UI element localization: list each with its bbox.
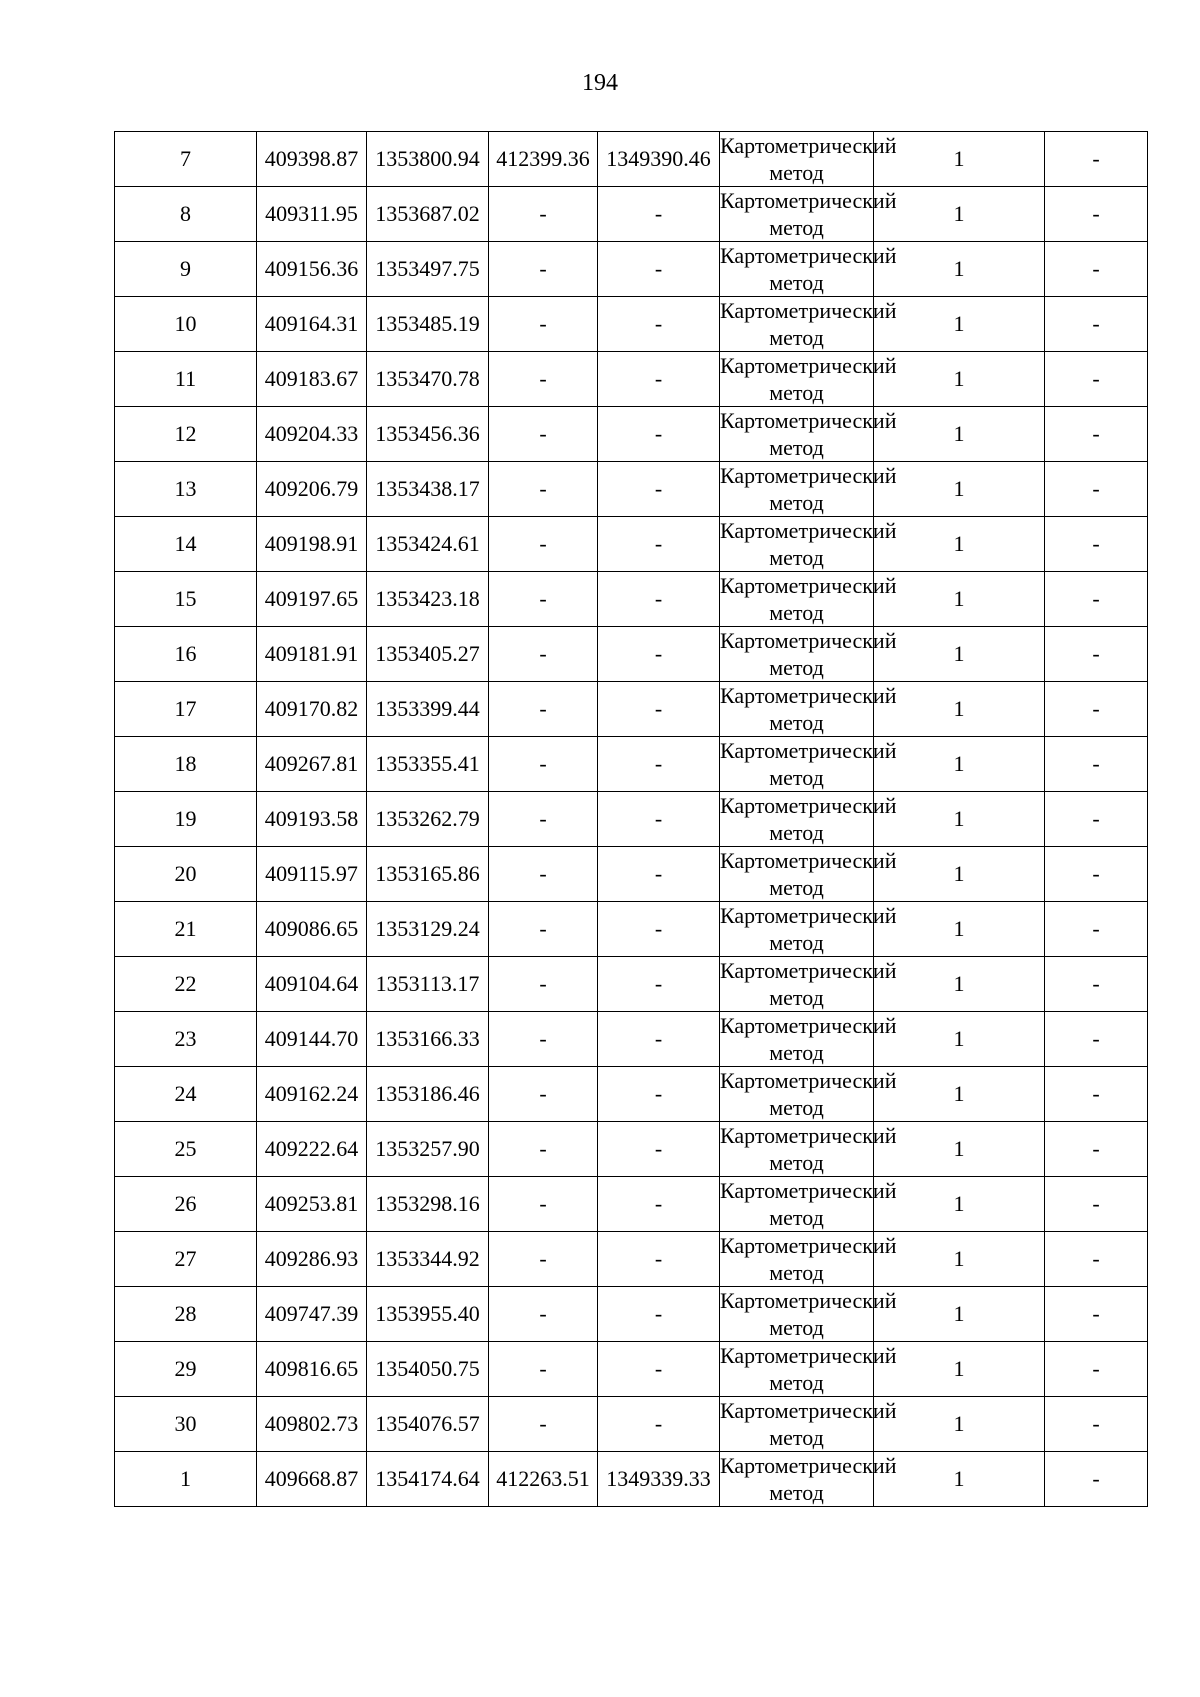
- accuracy-cell: 1: [874, 1232, 1045, 1287]
- table-row: [115, 187, 1148, 242]
- x-coordinate-cell: 409747.39: [257, 1287, 367, 1342]
- y-coordinate-cell: 1353423.18: [367, 572, 489, 627]
- accuracy-cell: 1: [874, 187, 1045, 242]
- method-cell: Картометрический метод: [720, 573, 897, 625]
- y-coordinate-cell: 1353166.33: [367, 1012, 489, 1067]
- x-coordinate-cell: 409311.95: [257, 187, 367, 242]
- y-coordinate-cell: 1353186.46: [367, 1067, 489, 1122]
- x-coordinate-alt-cell: -: [489, 902, 598, 957]
- method-cell: Картометрический метод: [720, 243, 897, 295]
- x-coordinate-alt-cell: -: [489, 407, 598, 462]
- method-cell: Картометрический метод: [720, 463, 897, 515]
- note-cell: -: [1045, 297, 1148, 352]
- y-coordinate-alt-cell: -: [598, 1177, 720, 1232]
- page-number: 194: [582, 70, 618, 96]
- y-coordinate-cell: 1353113.17: [367, 957, 489, 1012]
- point-number-cell: 7: [115, 132, 257, 187]
- point-number-cell: 30: [115, 1397, 257, 1452]
- y-coordinate-cell: 1353257.90: [367, 1122, 489, 1177]
- accuracy-cell: 1: [874, 1452, 1045, 1507]
- method-cell: Картометрический метод: [720, 1453, 897, 1505]
- x-coordinate-cell: 409104.64: [257, 957, 367, 1012]
- method-cell: Картометрический метод: [720, 408, 897, 460]
- x-coordinate-alt-cell: -: [489, 682, 598, 737]
- method-cell: Картометрический метод: [720, 1068, 897, 1120]
- x-coordinate-cell: 409206.79: [257, 462, 367, 517]
- accuracy-cell: 1: [874, 1067, 1045, 1122]
- note-cell: -: [1045, 1067, 1148, 1122]
- accuracy-cell: 1: [874, 1122, 1045, 1177]
- note-cell: -: [1045, 1122, 1148, 1177]
- note-cell: -: [1045, 187, 1148, 242]
- coordinates-table: [114, 131, 1148, 1507]
- y-coordinate-cell: 1354050.75: [367, 1342, 489, 1397]
- x-coordinate-alt-cell: -: [489, 1397, 598, 1452]
- table-row: [115, 352, 1148, 407]
- y-coordinate-cell: 1353129.24: [367, 902, 489, 957]
- method-cell: Картометрический метод: [720, 628, 897, 680]
- point-number-cell: 25: [115, 1122, 257, 1177]
- y-coordinate-cell: 1353165.86: [367, 847, 489, 902]
- y-coordinate-alt-cell: -: [598, 1012, 720, 1067]
- y-coordinate-cell: 1353424.61: [367, 517, 489, 572]
- table-row: [115, 297, 1148, 352]
- point-number-cell: 23: [115, 1012, 257, 1067]
- method-cell: Картометрический метод: [720, 1123, 897, 1175]
- point-number-cell: 9: [115, 242, 257, 297]
- y-coordinate-alt-cell: -: [598, 297, 720, 352]
- note-cell: -: [1045, 572, 1148, 627]
- y-coordinate-cell: 1353800.94: [367, 132, 489, 187]
- table-row: [115, 462, 1148, 517]
- y-coordinate-alt-cell: -: [598, 517, 720, 572]
- note-cell: -: [1045, 1452, 1148, 1507]
- y-coordinate-alt-cell: -: [598, 627, 720, 682]
- point-number-cell: 13: [115, 462, 257, 517]
- point-number-cell: 28: [115, 1287, 257, 1342]
- table-row: [115, 627, 1148, 682]
- y-coordinate-alt-cell: -: [598, 572, 720, 627]
- y-coordinate-cell: 1353355.41: [367, 737, 489, 792]
- method-cell: Картометрический метод: [720, 848, 897, 900]
- y-coordinate-cell: 1353456.36: [367, 407, 489, 462]
- x-coordinate-cell: 409197.65: [257, 572, 367, 627]
- x-coordinate-alt-cell: -: [489, 572, 598, 627]
- note-cell: -: [1045, 1012, 1148, 1067]
- x-coordinate-cell: 409286.93: [257, 1232, 367, 1287]
- note-cell: -: [1045, 1397, 1148, 1452]
- y-coordinate-cell: 1353955.40: [367, 1287, 489, 1342]
- y-coordinate-cell: 1353687.02: [367, 187, 489, 242]
- note-cell: -: [1045, 847, 1148, 902]
- y-coordinate-alt-cell: -: [598, 242, 720, 297]
- x-coordinate-alt-cell: -: [489, 847, 598, 902]
- point-number-cell: 26: [115, 1177, 257, 1232]
- x-coordinate-alt-cell: -: [489, 517, 598, 572]
- x-coordinate-cell: 409156.36: [257, 242, 367, 297]
- method-cell: Картометрический метод: [720, 958, 897, 1010]
- point-number-cell: 15: [115, 572, 257, 627]
- table-row: [115, 517, 1148, 572]
- point-number-cell: 22: [115, 957, 257, 1012]
- y-coordinate-alt-cell: -: [598, 737, 720, 792]
- y-coordinate-cell: 1353485.19: [367, 297, 489, 352]
- y-coordinate-cell: 1353399.44: [367, 682, 489, 737]
- x-coordinate-alt-cell: -: [489, 1287, 598, 1342]
- table-row: [115, 1287, 1148, 1342]
- x-coordinate-alt-cell: -: [489, 737, 598, 792]
- accuracy-cell: 1: [874, 517, 1045, 572]
- x-coordinate-alt-cell: -: [489, 187, 598, 242]
- point-number-cell: 18: [115, 737, 257, 792]
- y-coordinate-cell: 1353262.79: [367, 792, 489, 847]
- x-coordinate-cell: 409144.70: [257, 1012, 367, 1067]
- point-number-cell: 14: [115, 517, 257, 572]
- y-coordinate-alt-cell: -: [598, 1287, 720, 1342]
- table-row: [115, 792, 1148, 847]
- x-coordinate-cell: 409267.81: [257, 737, 367, 792]
- x-coordinate-cell: 409222.64: [257, 1122, 367, 1177]
- point-number-cell: 11: [115, 352, 257, 407]
- accuracy-cell: 1: [874, 1177, 1045, 1232]
- point-number-cell: 29: [115, 1342, 257, 1397]
- accuracy-cell: 1: [874, 352, 1045, 407]
- x-coordinate-cell: 409198.91: [257, 517, 367, 572]
- x-coordinate-alt-cell: -: [489, 1232, 598, 1287]
- point-number-cell: 16: [115, 627, 257, 682]
- x-coordinate-alt-cell: -: [489, 1122, 598, 1177]
- x-coordinate-alt-cell: -: [489, 627, 598, 682]
- table-row: [115, 1012, 1148, 1067]
- accuracy-cell: 1: [874, 1012, 1045, 1067]
- y-coordinate-alt-cell: -: [598, 1122, 720, 1177]
- note-cell: -: [1045, 627, 1148, 682]
- x-coordinate-cell: 409204.33: [257, 407, 367, 462]
- table-row: [115, 847, 1148, 902]
- x-coordinate-alt-cell: -: [489, 242, 598, 297]
- accuracy-cell: 1: [874, 462, 1045, 517]
- table-row: [115, 407, 1148, 462]
- point-number-cell: 21: [115, 902, 257, 957]
- x-coordinate-alt-cell: -: [489, 1012, 598, 1067]
- accuracy-cell: 1: [874, 132, 1045, 187]
- accuracy-cell: 1: [874, 847, 1045, 902]
- y-coordinate-alt-cell: -: [598, 1067, 720, 1122]
- table-row: [115, 902, 1148, 957]
- note-cell: -: [1045, 682, 1148, 737]
- x-coordinate-cell: 409115.97: [257, 847, 367, 902]
- method-cell: Картометрический метод: [720, 1288, 897, 1340]
- note-cell: -: [1045, 1232, 1148, 1287]
- point-number-cell: 19: [115, 792, 257, 847]
- y-coordinate-alt-cell: -: [598, 187, 720, 242]
- y-coordinate-alt-cell: -: [598, 902, 720, 957]
- note-cell: -: [1045, 352, 1148, 407]
- x-coordinate-alt-cell: -: [489, 462, 598, 517]
- y-coordinate-alt-cell: -: [598, 1397, 720, 1452]
- point-number-cell: 20: [115, 847, 257, 902]
- method-cell: Картометрический метод: [720, 188, 897, 240]
- note-cell: -: [1045, 407, 1148, 462]
- point-number-cell: 1: [115, 1452, 257, 1507]
- x-coordinate-cell: 409398.87: [257, 132, 367, 187]
- x-coordinate-alt-cell: -: [489, 352, 598, 407]
- table-row: [115, 572, 1148, 627]
- table-row: [115, 132, 1148, 187]
- note-cell: -: [1045, 737, 1148, 792]
- x-coordinate-alt-cell: -: [489, 1067, 598, 1122]
- x-coordinate-alt-cell: 412399.36: [489, 132, 598, 187]
- accuracy-cell: 1: [874, 1397, 1045, 1452]
- x-coordinate-cell: 409170.82: [257, 682, 367, 737]
- point-number-cell: 8: [115, 187, 257, 242]
- y-coordinate-alt-cell: 1349390.46: [598, 132, 720, 187]
- method-cell: Картометрический метод: [720, 1343, 897, 1395]
- point-number-cell: 27: [115, 1232, 257, 1287]
- table-row: [115, 242, 1148, 297]
- accuracy-cell: 1: [874, 737, 1045, 792]
- y-coordinate-alt-cell: -: [598, 847, 720, 902]
- x-coordinate-alt-cell: 412263.51: [489, 1452, 598, 1507]
- method-cell: Картометрический метод: [720, 793, 897, 845]
- y-coordinate-alt-cell: -: [598, 957, 720, 1012]
- note-cell: -: [1045, 242, 1148, 297]
- note-cell: -: [1045, 132, 1148, 187]
- method-cell: Картометрический метод: [720, 903, 897, 955]
- y-coordinate-cell: 1354076.57: [367, 1397, 489, 1452]
- y-coordinate-alt-cell: -: [598, 682, 720, 737]
- table-row: [115, 957, 1148, 1012]
- method-cell: Картометрический метод: [720, 518, 897, 570]
- accuracy-cell: 1: [874, 1287, 1045, 1342]
- y-coordinate-cell: 1353497.75: [367, 242, 489, 297]
- note-cell: -: [1045, 1177, 1148, 1232]
- accuracy-cell: 1: [874, 627, 1045, 682]
- x-coordinate-alt-cell: -: [489, 792, 598, 847]
- table-row: [115, 1067, 1148, 1122]
- x-coordinate-cell: 409162.24: [257, 1067, 367, 1122]
- table-row: [115, 1452, 1148, 1507]
- x-coordinate-cell: 409668.87: [257, 1452, 367, 1507]
- x-coordinate-alt-cell: -: [489, 1342, 598, 1397]
- y-coordinate-alt-cell: -: [598, 462, 720, 517]
- y-coordinate-cell: 1353344.92: [367, 1232, 489, 1287]
- x-coordinate-cell: 409253.81: [257, 1177, 367, 1232]
- y-coordinate-cell: 1353470.78: [367, 352, 489, 407]
- table-row: [115, 1342, 1148, 1397]
- point-number-cell: 12: [115, 407, 257, 462]
- method-cell: Картометрический метод: [720, 353, 897, 405]
- y-coordinate-alt-cell: -: [598, 352, 720, 407]
- accuracy-cell: 1: [874, 297, 1045, 352]
- y-coordinate-cell: 1353438.17: [367, 462, 489, 517]
- x-coordinate-alt-cell: -: [489, 957, 598, 1012]
- note-cell: -: [1045, 902, 1148, 957]
- method-cell: Картометрический метод: [720, 683, 897, 735]
- y-coordinate-alt-cell: -: [598, 407, 720, 462]
- y-coordinate-alt-cell: -: [598, 1232, 720, 1287]
- table-row: [115, 682, 1148, 737]
- x-coordinate-cell: 409181.91: [257, 627, 367, 682]
- method-cell: Картометрический метод: [720, 738, 897, 790]
- table-body: [115, 132, 1148, 1507]
- x-coordinate-cell: 409802.73: [257, 1397, 367, 1452]
- table-row: [115, 1177, 1148, 1232]
- accuracy-cell: 1: [874, 792, 1045, 847]
- y-coordinate-alt-cell: -: [598, 1342, 720, 1397]
- table-row: [115, 1122, 1148, 1177]
- note-cell: -: [1045, 1342, 1148, 1397]
- y-coordinate-alt-cell: 1349339.33: [598, 1452, 720, 1507]
- note-cell: -: [1045, 517, 1148, 572]
- x-coordinate-cell: 409164.31: [257, 297, 367, 352]
- x-coordinate-cell: 409193.58: [257, 792, 367, 847]
- note-cell: -: [1045, 957, 1148, 1012]
- method-cell: Картометрический метод: [720, 1178, 897, 1230]
- method-cell: Картометрический метод: [720, 1398, 897, 1450]
- method-cell: Картометрический метод: [720, 133, 897, 185]
- method-cell: Картометрический метод: [720, 298, 897, 350]
- method-cell: Картометрический метод: [720, 1233, 897, 1285]
- x-coordinate-alt-cell: -: [489, 1177, 598, 1232]
- table-row: [115, 1397, 1148, 1452]
- y-coordinate-cell: 1354174.64: [367, 1452, 489, 1507]
- table-row: [115, 737, 1148, 792]
- point-number-cell: 24: [115, 1067, 257, 1122]
- note-cell: -: [1045, 1287, 1148, 1342]
- point-number-cell: 17: [115, 682, 257, 737]
- point-number-cell: 10: [115, 297, 257, 352]
- x-coordinate-cell: 409086.65: [257, 902, 367, 957]
- y-coordinate-alt-cell: -: [598, 792, 720, 847]
- x-coordinate-alt-cell: -: [489, 297, 598, 352]
- y-coordinate-cell: 1353298.16: [367, 1177, 489, 1232]
- accuracy-cell: 1: [874, 407, 1045, 462]
- accuracy-cell: 1: [874, 242, 1045, 297]
- y-coordinate-cell: 1353405.27: [367, 627, 489, 682]
- accuracy-cell: 1: [874, 572, 1045, 627]
- note-cell: -: [1045, 462, 1148, 517]
- x-coordinate-cell: 409183.67: [257, 352, 367, 407]
- accuracy-cell: 1: [874, 957, 1045, 1012]
- method-cell: Картометрический метод: [720, 1013, 897, 1065]
- x-coordinate-cell: 409816.65: [257, 1342, 367, 1397]
- accuracy-cell: 1: [874, 682, 1045, 737]
- note-cell: -: [1045, 792, 1148, 847]
- accuracy-cell: 1: [874, 1342, 1045, 1397]
- table-row: [115, 1232, 1148, 1287]
- accuracy-cell: 1: [874, 902, 1045, 957]
